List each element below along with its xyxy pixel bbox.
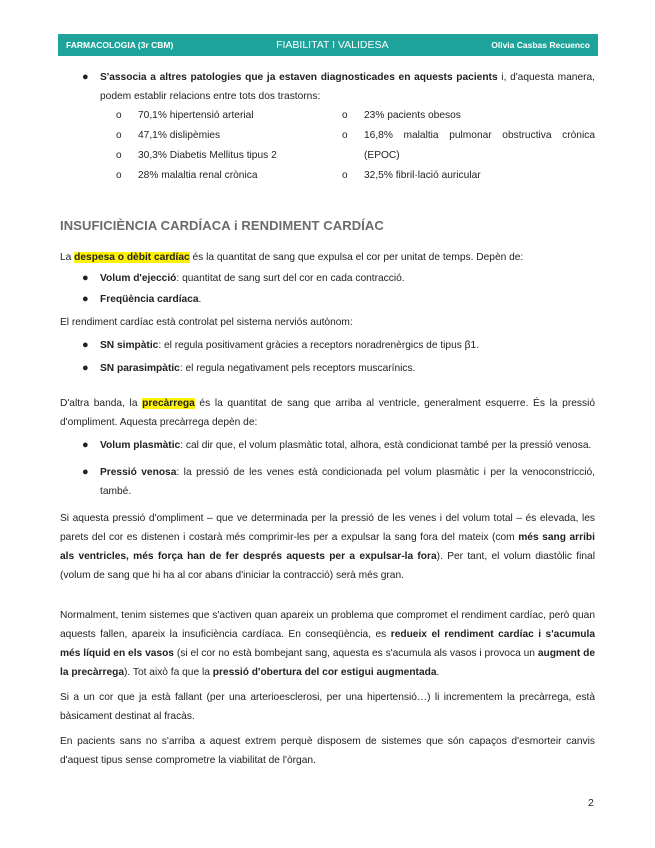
list-item: ● Volum plasmàtic: cal dir que, el volum plasmàtic total, alhora, està condicionat també per la pressió venosa. [60,436,595,455]
list-item-text: 32,5% fibril·lació auricular [364,170,481,181]
circle-bullet-icon: o [116,170,122,181]
list-item: ● Volum d'ejecció: quantitat de sang surt del cor en cada contracció. [60,269,595,288]
list-item-text: 16,8% malaltia pulmonar obstructiva crònica (EPOC) [364,130,595,161]
list-item-text: 23% pacients obesos [364,110,461,121]
intro-rest: i, d'aquesta manera, podem establir relacions entre tots dos trastorns: [100,72,595,102]
page-content [60,68,595,770]
section-title: INSUFICIÈNCIA CARDÍACA i RENDIMENT CARDÍAC [60,218,384,233]
comorbidity-list [60,106,595,186]
paragraph-despesa: La despesa o dèbit cardíac és la quantitat de sang que expulsa el cor per unitat de temps. Depèn de: [60,252,524,263]
circle-bullet-icon: o [342,110,348,121]
bullet-icon: ● [82,439,89,451]
intro-bold: S'associa a altres patologies que ja estaven diagnosticades en aquests pacients [100,72,498,83]
comorbidity-col-1 [116,106,342,186]
circle-bullet-icon: o [342,170,348,181]
intro-bullet [60,68,595,106]
list-item [116,146,342,166]
list-item: ● SN simpàtic: el regula positivament gràcies a receptors noradrenèrgics de tipus β1. [60,336,595,355]
list-item [342,106,595,126]
highlight-precarrega: precàrrega [142,398,195,409]
list-item: ● SN parasimpàtic: el regula negativament pels receptors muscarínics. [60,359,595,378]
header-course: FARMACOLOGIA (3r CBM) [66,40,174,50]
paragraph-normalment: Normalment, tenim sistemes que s'activen quan apareix un problema que compromet el rendiment cardíac, però quan aquests fallen, apareix la insuficiència cardíaca. En conseqüència, es redueix el rendiment cardíac i s'acumula més líquid en els vasos (si el cor no està bombejant sang, aquesta es s'acumula als vasos i provoca un augment de la precàrrega). Tot això fa que la pressió d'obertura del cor estigui augmentada. [60,610,596,678]
header-author: Olivia Casbas Recuenco [491,40,590,50]
bullet-icon: ● [82,466,89,478]
list-item: ● Freqüència cardíaca. [60,290,595,309]
paragraph-ompliment: Si aquesta pressió d'ompliment – que ve determinada per la pressió de les venes i del volum total – és elevada, les parets del cor es distenen i costarà més comprimir-les per a expulsar la sang fora del mateix (com més sang arribi als ventricles, més força han de fer després aquests per a expulsar-la fora). Per tant, el volum diastòlic final (volum de sang que hi ha al cor abans d'iniciar la contracció) serà més gran. [60,513,595,581]
highlight-despesa: despesa o dèbit cardíac [74,252,190,263]
list-item-text: 30,3% Diabetis Mellitus tipus 2 [138,150,277,161]
list-item [342,166,595,186]
circle-bullet-icon: o [116,130,122,141]
paragraph-pacients: En pacients sans no s'arriba a aquest extrem perquè disposem de sistemes que són capaços d'esmorteir canvis d'aquest tipus sense comprometre la viabilitat de l'òrgan. [60,736,595,766]
bullet-icon: ● [82,272,89,284]
bullet-icon: ● [82,293,89,305]
page-header [58,34,598,56]
paragraph-fallant: Si a un cor que ja està fallant (per una arterioesclerosi, per una hipertensió…) li incrementem la precàrrega, està bàsicament destinat al fracàs. [60,692,595,722]
list-item [342,126,595,166]
list-item-text: 70,1% hipertensió arterial [138,110,254,121]
circle-bullet-icon: o [342,130,348,141]
circle-bullet-icon: o [116,110,122,121]
list-item: ● Pressió venosa: la pressió de les venes està condicionada pel volum plasmàtic i per la venoconstricció, també. [60,463,595,501]
list-item-text: 28% malaltia renal crònica [138,170,258,181]
comorbidity-col-2 [342,106,595,186]
list-item [116,106,342,126]
list-item [116,126,342,146]
list-item-text: 47,1% dislipèmies [138,130,221,141]
header-title: FIABILITAT I VALIDESA [276,39,389,51]
list-item [116,166,342,186]
circle-bullet-icon: o [116,150,122,161]
paragraph-precarrega: D'altra banda, la precàrrega és la quantitat de sang que arriba al ventricle, generalment esquerre. És la pressió d'ompliment. Aquesta precàrrega depèn de: [60,398,595,428]
bullet-icon: ● [82,362,89,374]
page-number: 2 [588,797,594,809]
bullet-icon: ● [82,339,89,351]
paragraph-rendiment: El rendiment cardíac està controlat pel sistema nerviós autònom: [60,317,353,328]
bullet-icon: ● [82,71,89,83]
